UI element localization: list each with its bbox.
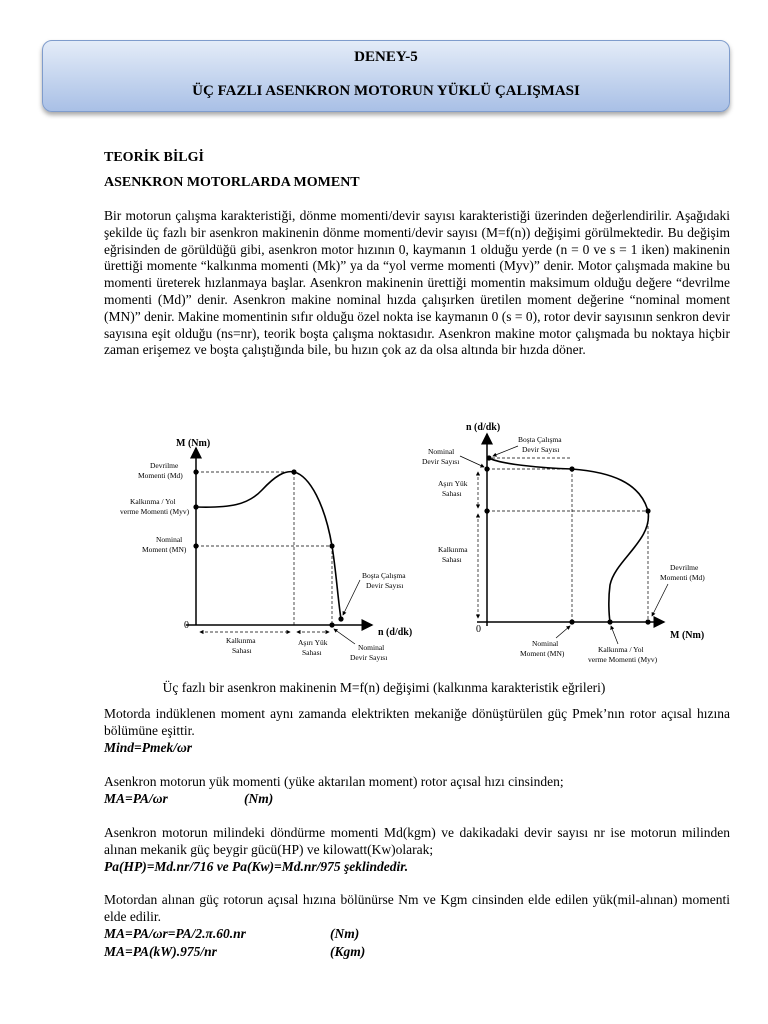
left-region-asiri-2: Sahası — [302, 648, 322, 657]
equation-load-moment-expr: MA=PA/ωr — [104, 791, 168, 806]
equation-moment-nm — [104, 926, 360, 942]
right-point-nominal — [569, 466, 574, 471]
left-point-nominal-devir — [329, 622, 334, 627]
left-point-devrilme — [291, 469, 296, 474]
left-label-bosta-2: Devir Sayısı — [366, 581, 404, 590]
intro-paragraph — [104, 208, 730, 359]
right-point-nominal-m — [569, 619, 574, 624]
right-point-kalkinma — [607, 619, 612, 624]
equation-load-moment-unit: (Nm) — [244, 791, 274, 806]
right-arrow-nom-devir — [460, 456, 484, 467]
right-label-kalkinma-2: verme Momenti (Myv) — [588, 655, 658, 664]
right-label-nom-devir: Nominal — [428, 447, 455, 456]
left-chart — [120, 438, 412, 662]
right-arrow-nominal — [556, 626, 570, 638]
paragraph-induced-moment — [104, 706, 730, 740]
left-origin: 0 — [184, 620, 189, 631]
equation-moment-kgm — [104, 944, 366, 960]
right-region-kalkinma: Kalkınma — [438, 545, 468, 554]
left-label-nominal: Nominal — [156, 535, 183, 544]
experiment-number: DENEY-5 — [354, 49, 418, 65]
torque-speed-figure — [0, 410, 768, 680]
paragraph-shaft-moment-text: Asenkron motorun milindeki döndürme momenti Md(kgm) ve dakikadaki devir sayısı nr ise motorun milinden alınan mekanik güç beygir gücü(HP) ve kilowatt(Kw)olarak; — [104, 825, 730, 857]
left-point-devrilme-axis — [193, 469, 198, 474]
figure-caption: Üç fazlı bir asenkron makinenin M=f(n) değişimi (kalkınma karakteristik eğrileri) — [162, 680, 606, 695]
section-heading-theory: TEORİK BİLGİ — [104, 150, 204, 165]
right-chart — [422, 422, 705, 664]
right-point-bosta — [486, 455, 491, 460]
right-arrow-devrilme — [652, 584, 668, 616]
equation-moment-kgm-expr: MA=PA(kW).975/nr — [104, 944, 217, 959]
left-y-axis-label: M (Nm) — [176, 438, 211, 449]
right-label-bosta: Boşta Çalışma — [518, 435, 562, 444]
equation-moment-nm-expr: MA=PA/ωr=PA/2.π.60.nr — [104, 926, 246, 941]
left-label-kalkinma: Kalkınma / Yol — [130, 497, 176, 506]
experiment-title: ÜÇ FAZLI ASENKRON MOTORUN YÜKLÜ ÇALIŞMASI — [192, 83, 580, 99]
left-point-kalkinma — [193, 504, 198, 509]
right-y-axis-label: n (d/dk) — [466, 422, 501, 433]
right-arrow-kalkinma — [611, 626, 618, 644]
left-point-bosta — [338, 616, 343, 621]
right-x-axis-label: M (Nm) — [670, 630, 705, 641]
paragraph-power-to-moment — [104, 892, 730, 926]
section-heading-moment: ASENKRON MOTORLARDA MOMENT — [104, 175, 360, 190]
equation-load-moment — [104, 791, 274, 807]
intro-paragraph-text: Bir motorun çalışma karakteristiği, dönme momenti/devir sayısı karakteristiği üzerinden değerlendirilir. Aşağıdaki şekilde üç fazlı bir asenkron makinenin dönme momenti/devir sayısı (M=f(n)) değişimi görülmektedir. Bu değişim eğrisinden de görüldüğü gibi, asenkron motor hızının 0, kaymanın 1 olduğu yerde (n = 0 ve s = 1 iken) makinenin ürettiği momente “kalkınma momenti (Mk)” ya da “yol verme momenti (Myv)” denir. Motor çalışmada makine bu momenti üreterek hızlanmaya başlar. Asenkron makinenin ürettiği momentin maksimum olduğu değere “devrilme momenti (Md)” denir. Asenkron makine nominal hızda çalışırken üretilen moment değerine “nominal moment (MN)” denir. Makine momentinin sıfır olduğu özel nokta ise kaymanın 0 (s = 0), rotor devir sayısının senkron devir sayısına eşit olduğu (ns=nr), teorik boşta çalışma noktasıdır. Asenkron makine motor çalışmada bu noktaya hiçbir zaman erişemez ve boşta çalıştığında bile, bu hızın çok az da olsa altında bir hızda döner. — [104, 208, 730, 358]
right-arrow-bosta — [493, 446, 518, 456]
left-x-axis-label: n (d/dk) — [378, 627, 413, 638]
right-region-asiri: Aşırı Yük — [438, 479, 468, 488]
right-label-devrilme: Devrilme — [670, 563, 699, 572]
right-label-nominal: Nominal — [532, 639, 559, 648]
right-origin: 0 — [476, 624, 481, 635]
paragraph-induced-moment-text: Motorda indüklenen moment aynı zamanda elektrikten mekaniğe dönüştürülen güç Pmek’nın rotor açısal hızına bölümüne eşittir. — [104, 706, 730, 738]
left-label-kalkinma-2: verme Momenti (Myv) — [120, 507, 190, 516]
right-speed-curve — [489, 458, 648, 622]
right-point-devrilme-axis — [484, 508, 489, 513]
left-point-nominal — [329, 543, 334, 548]
left-arrow-bosta — [343, 580, 360, 615]
left-torque-curve — [196, 472, 341, 619]
right-label-devrilme-2: Momenti (Md) — [660, 573, 705, 582]
left-label-devrilme: Devrilme — [150, 461, 179, 470]
paragraph-load-moment-text: Asenkron motorun yük momenti (yüke aktarılan moment) rotor açısal hızı cinsinden; — [104, 774, 564, 789]
left-arrow-nom-devir — [334, 629, 355, 644]
right-label-kalkinma: Kalkınma / Yol — [598, 645, 644, 654]
right-region-asiri-2: Sahası — [442, 489, 462, 498]
right-label-nom-devir-2: Devir Sayısı — [422, 457, 460, 466]
paragraph-power-to-moment-text: Motordan alınan güç rotorun açısal hızına bölünürse Nm ve Kgm cinsinden elde edilen yük(mil-alınan) momenti elde edilir. — [104, 892, 730, 924]
right-region-kalkinma-2: Sahası — [442, 555, 462, 564]
right-point-nominal-axis — [484, 466, 489, 471]
equation-power: Pa(HP)=Md.nr/716 ve Pa(Kw)=Md.nr/975 şeklindedir. — [104, 859, 409, 874]
equation-moment-kgm-unit: (Kgm) — [330, 944, 366, 959]
title-banner — [42, 40, 730, 112]
left-point-nominal-axis — [193, 543, 198, 548]
left-label-nom-devir-2: Devir Sayısı — [350, 653, 388, 662]
left-label-devrilme-2: Momenti (Md) — [138, 471, 183, 480]
left-region-asiri: Aşırı Yük — [298, 638, 328, 647]
left-region-kalkinma: Kalkınma — [226, 636, 256, 645]
paragraph-load-moment — [104, 774, 730, 791]
left-region-kalkinma-2: Sahası — [232, 646, 252, 655]
right-label-nominal-2: Moment (MN) — [520, 649, 565, 658]
equation-moment-nm-unit: (Nm) — [330, 926, 360, 941]
paragraph-shaft-moment — [104, 825, 730, 859]
right-point-devrilme-m — [645, 619, 650, 624]
left-label-nominal-2: Moment (MN) — [142, 545, 187, 554]
left-label-bosta: Boşta Çalışma — [362, 571, 406, 580]
left-label-nom-devir: Nominal — [358, 643, 385, 652]
right-label-bosta-2: Devir Sayısı — [522, 445, 560, 454]
right-point-devrilme — [645, 508, 650, 513]
equation-induced-moment: Mind=Pmek/ωr — [104, 740, 192, 755]
